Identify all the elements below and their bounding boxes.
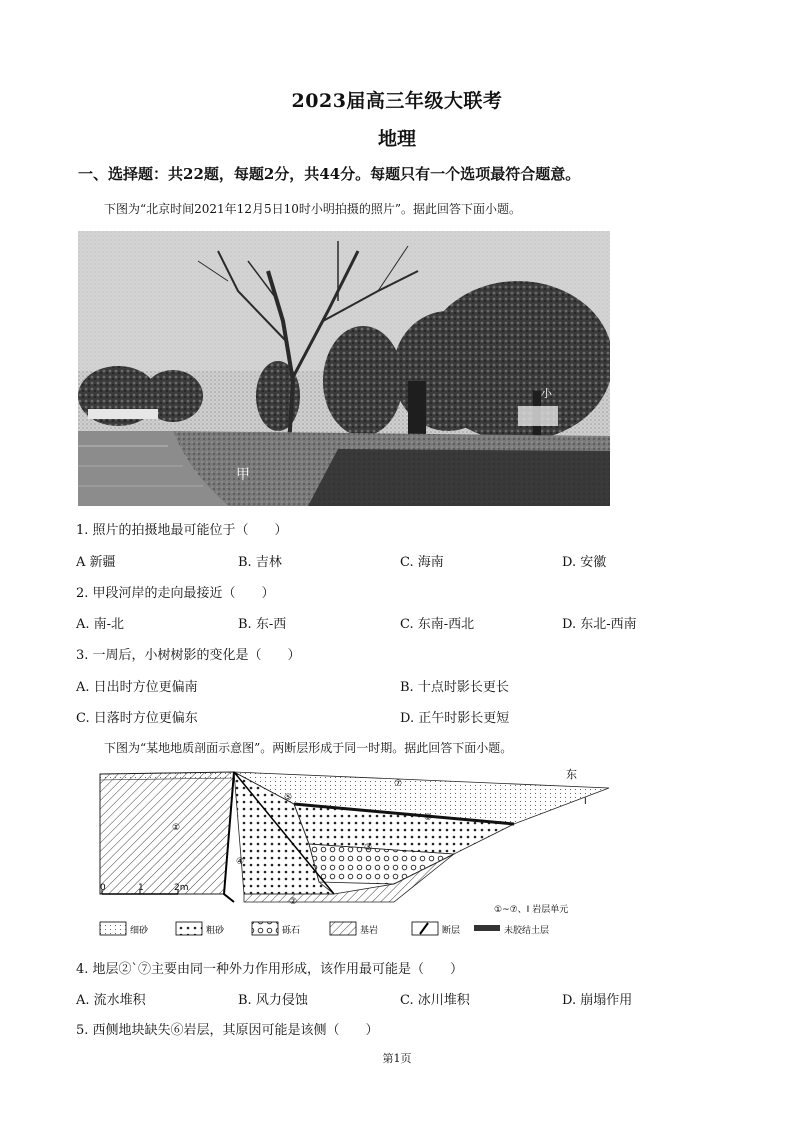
question-2-option-d[interactable]: D. 东北-西南: [562, 617, 637, 632]
question-3-stem: 3. 一周后，小树树影的变化是（ ）: [76, 648, 301, 663]
question-4-option-c[interactable]: C. 冰川堆积: [400, 993, 470, 1008]
layer-label-roman-1: Ⅰ: [584, 797, 587, 807]
diagram-intro: 下图为“某地地质剖面示意图”。两断层形成于同一时期。据此回答下面小题。: [104, 741, 513, 755]
question-5-stem: 5. 西侧地块缺失⑥岩层，其原因可能是该侧（ ）: [76, 1023, 379, 1038]
legend-fault: 断层: [442, 926, 461, 936]
layer-label-2: ②: [289, 897, 298, 907]
question-2-option-c[interactable]: C. 东南-西北: [400, 617, 475, 632]
layer-label-5: ⑤: [284, 793, 293, 803]
question-1-option-d[interactable]: D. 安徽: [562, 555, 607, 570]
question-3-option-d[interactable]: D. 正午时影长更短: [400, 711, 510, 726]
layer-label-4: ④: [236, 857, 245, 867]
layer-label-6: ⑥: [424, 813, 433, 823]
legend-coarse-sand: 粗砂: [206, 926, 225, 936]
question-1-option-b[interactable]: B. 吉林: [238, 555, 282, 570]
question-1-option-a[interactable]: A 新疆: [76, 555, 116, 570]
question-1-stem: 1. 照片的拍摄地最可能位于（ ）: [76, 523, 288, 538]
legend-gravel: 砾石: [282, 926, 301, 936]
photo-label-jia: 甲: [236, 467, 250, 483]
unit-note: ①~⑦、Ⅰ 岩层单元: [494, 905, 569, 915]
layer-label-1: ①: [172, 823, 181, 833]
question-1-option-c[interactable]: C. 海南: [400, 555, 444, 570]
question-4-option-b[interactable]: B. 风力侵蚀: [238, 993, 308, 1008]
question-3-option-c[interactable]: C. 日落时方位更偏东: [76, 711, 198, 726]
question-4-option-d[interactable]: D. 崩塌作用: [562, 993, 633, 1008]
east-label: 东: [566, 768, 577, 781]
photo-label-xiao: 小: [541, 387, 552, 400]
page-number: 第1页: [382, 1052, 412, 1065]
question-2-option-b[interactable]: B. 东-西: [238, 617, 287, 632]
scale-label-0: 0: [100, 883, 106, 893]
question-2-stem: 2. 甲段河岸的走向最接近（ ）: [76, 586, 275, 601]
layer-label-7: ⑦: [394, 779, 403, 789]
question-3-option-b[interactable]: B. 十点时影长更长: [400, 680, 509, 695]
question-3-option-a[interactable]: A. 日出时方位更偏南: [76, 680, 198, 695]
layer-label-3: ③: [364, 843, 373, 853]
legend-bedrock: 基岩: [360, 926, 379, 936]
scale-label-2m: 2m: [174, 883, 189, 893]
legend-unconsolidated-soil: 未胶结土层: [504, 926, 550, 936]
legend-fine-sand: 细砂: [130, 926, 149, 936]
question-4-stem: 4. 地层②`⑦主要由同一种外力作用形成，该作用最可能是（ ）: [76, 962, 464, 977]
subject-title: 地理: [377, 128, 416, 150]
question-4-option-a[interactable]: A. 流水堆积: [76, 993, 146, 1008]
geology-section-diagram: [94, 764, 614, 944]
question-2-option-a[interactable]: A. 南-北: [76, 617, 125, 632]
exam-title: 2023届高三年级大联考: [291, 90, 503, 112]
scale-label-1: 1: [138, 883, 144, 893]
section-heading: 一、选择题：共22题，每题2分，共44分。每题只有一个选项最符合题意。: [78, 165, 581, 183]
campus-photo: [78, 231, 610, 506]
photo-intro: 下图为“北京时间2021年12月5日10时小明拍摄的照片”。据此回答下面小题。: [104, 202, 521, 216]
